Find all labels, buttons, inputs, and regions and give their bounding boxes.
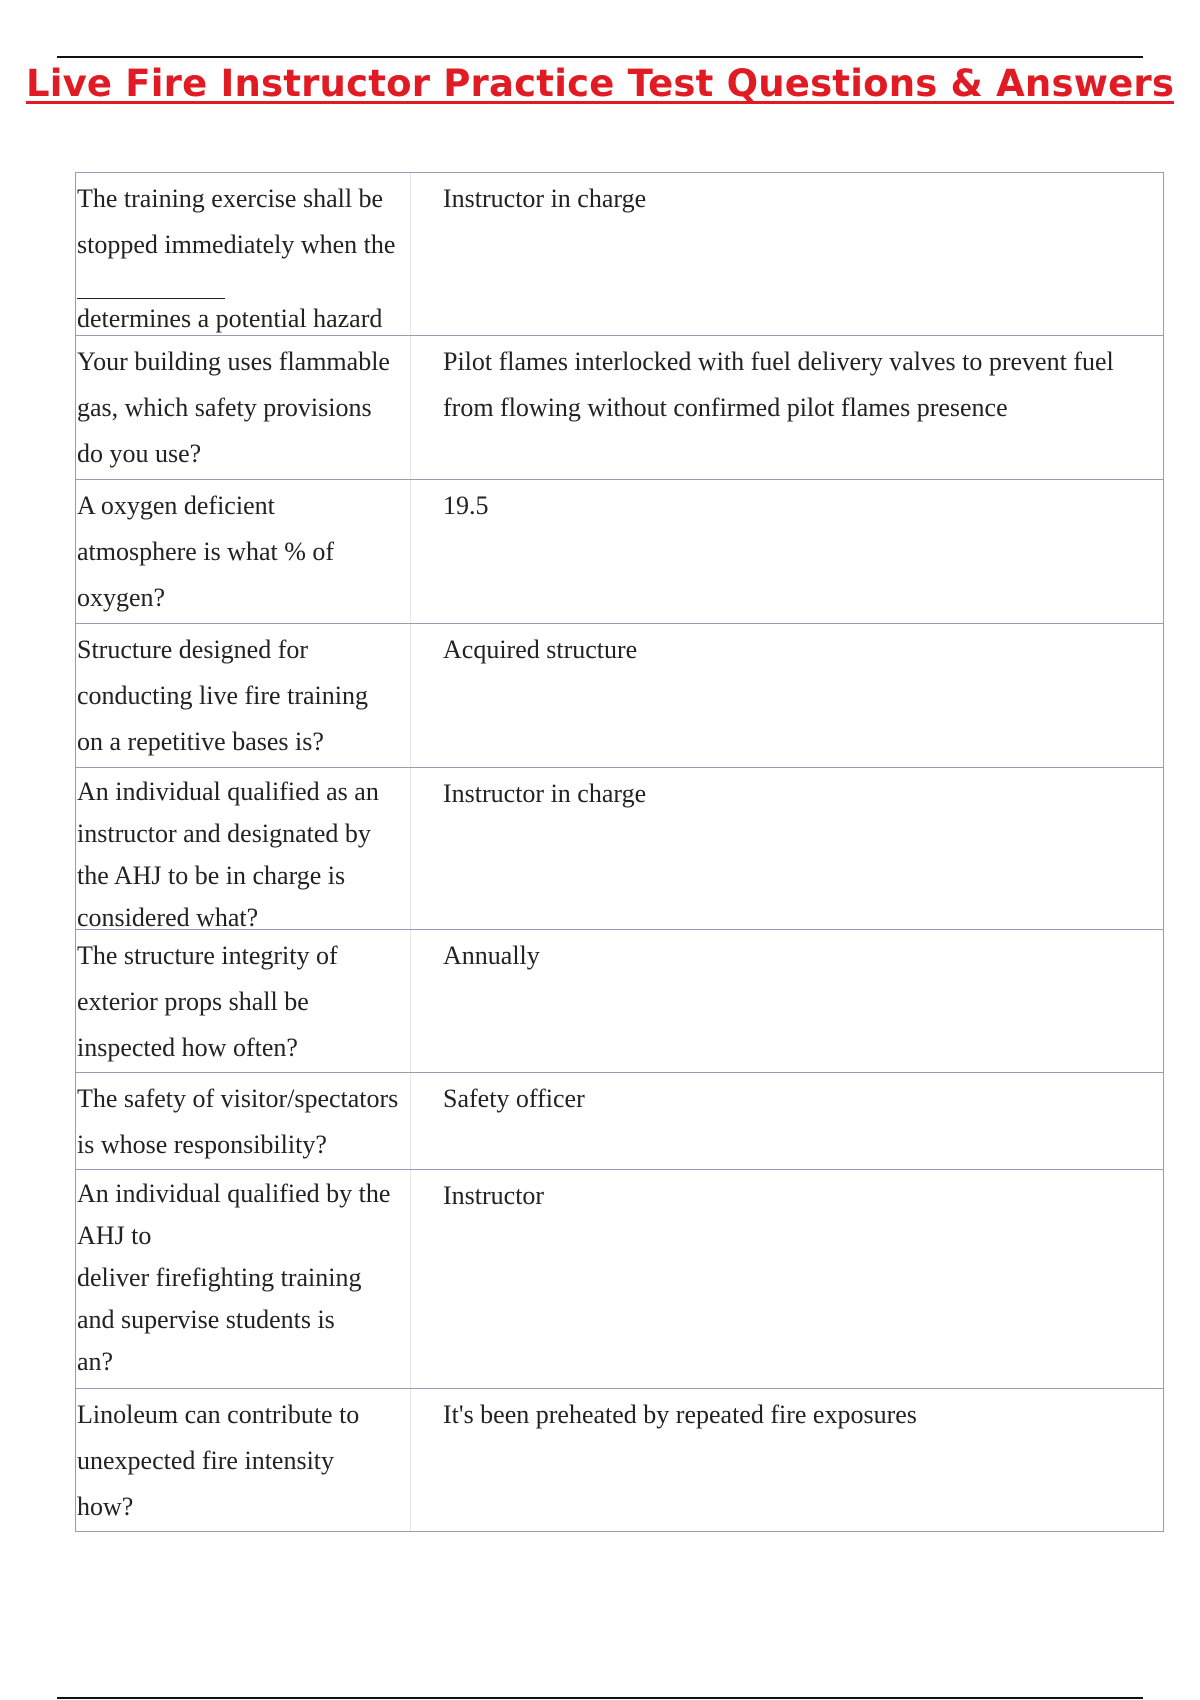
question-text: stopped immediately when the [77,230,396,259]
table-row [76,1169,1163,1388]
table-row [76,1072,1163,1169]
page-title: Live Fire Instructor Practice Test Questions & Answers [25,62,1175,105]
question-cell: The safety of visitor/spectators is whose responsibility? [76,1073,411,1169]
table-row [76,767,1163,932]
question-cell: The structure integrity of exterior props shall be inspected how often? [76,930,411,1072]
answer-cell: Instructor in charge [443,779,647,808]
answer-cell: Annually [443,941,540,970]
answer-cell: It's been preheated by repeated fire exposures [443,1400,917,1429]
answer-cell: Pilot flames interlocked with fuel delivery valves to prevent fuel from flowing without confirmed pilot flames presence [443,347,1114,422]
question-cell: A oxygen deficient atmosphere is what % of oxygen? [76,480,411,623]
answer-cell: Safety officer [443,1084,585,1113]
answer-cell: 19.5 [443,491,489,520]
question-cell: An individual qualified as an instructor and designated by the AHJ to be in charge is considered what? [76,768,411,929]
question-cell: An individual qualified by the AHJ to deliver firefighting training and supervise students is an? [76,1170,411,1388]
answer-cell: Acquired structure [443,635,638,664]
table-row [76,173,1163,335]
question-text: The training exercise shall be [77,184,384,213]
table-row [76,1388,1163,1531]
top-rule [57,56,1143,58]
question-cell: Linoleum can contribute to unexpected fire intensity how? [76,1389,411,1531]
table-row [76,335,1163,479]
question-cell: Structure designed for conducting live fire training on a repetitive bases is? [76,624,411,767]
question-cell [76,173,411,335]
table-row [76,929,1163,1072]
question-text: determines a potential hazard [77,304,383,333]
bottom-rule [57,1697,1143,1699]
question-cell: Your building uses flammable gas, which safety provisions do you use? [76,336,411,479]
answer-cell: Instructor [443,1181,545,1210]
answer-cell: Instructor in charge [443,184,647,213]
qa-table [75,172,1164,1532]
table-row [76,623,1163,767]
table-row [76,479,1163,623]
